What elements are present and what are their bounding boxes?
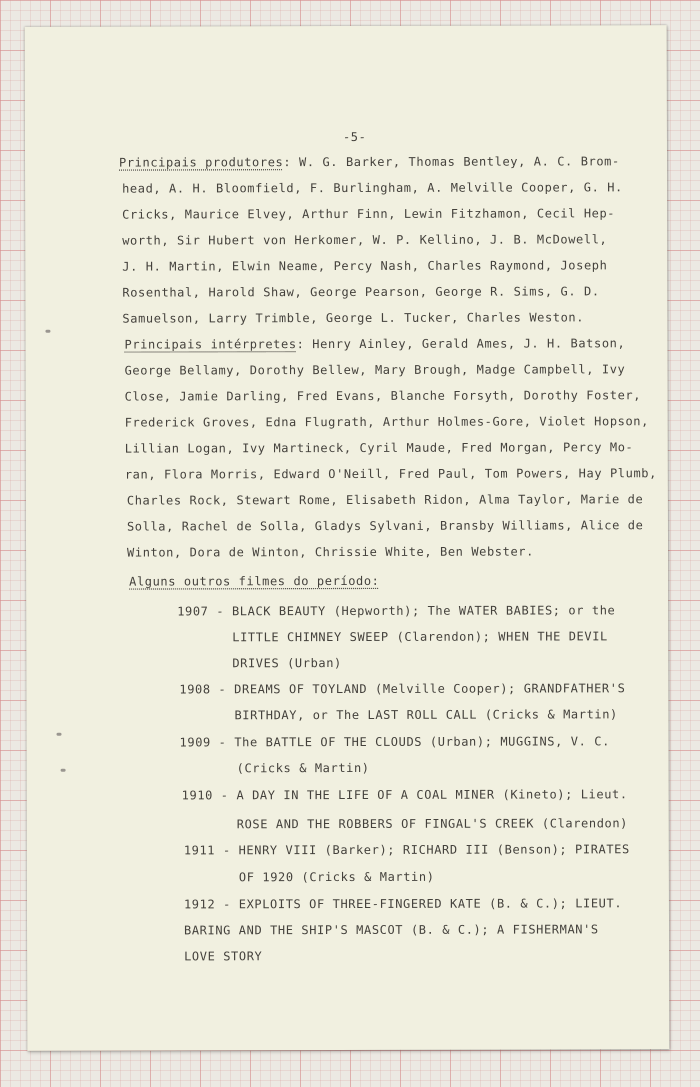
- produtores-line: Samuelson, Larry Trimble, George L. Tucker, Charles Weston.: [122, 310, 585, 326]
- typed-document-page: [25, 25, 670, 1051]
- interpretes-line: Frederick Groves, Edna Flugrath, Arthur Holmes-Gore, Violet Hopson,: [124, 414, 649, 430]
- page-number: -5-: [342, 129, 367, 145]
- filme-entry: 1909 - The BATTLE OF THE CLOUDS (Urban); MUGGINS, V. C.: [179, 734, 610, 750]
- filme-entry: 1910 - A DAY IN THE LIFE OF A COAL MINER (Kineto); Lieut.: [181, 787, 628, 803]
- produtores-line: J. H. Martin, Elwin Neame, Percy Nash, Charles Raymond, Joseph: [122, 258, 608, 274]
- filme-entry: 1912 - EXPLOITS OF THREE-FINGERED KATE (B. & C.); LIEUT.: [183, 896, 623, 912]
- interpretes-line: Winton, Dora de Winton, Chrissie White, Ben Webster.: [127, 544, 534, 560]
- interpretes-line: George Bellamy, Dorothy Bellew, Mary Brough, Madge Campbell, Ivy: [124, 362, 626, 378]
- interpretes-line: [124, 334, 625, 353]
- interpretes-heading: Principais intérpretes: [124, 337, 297, 352]
- punch-mark: [57, 733, 62, 736]
- interpretes-line: Charles Rock, Stewart Rome, Elisabeth Ridon, Alma Taylor, Marie de: [126, 492, 644, 508]
- filme-entry-continued: LITTLE CHIMNEY SWEEP (Clarendon); WHEN THE DEVIL: [232, 629, 608, 645]
- produtores-line: worth, Sir Hubert von Herkomer, W. P. Kellino, J. B. McDowell,: [122, 232, 608, 248]
- produtores-line: Rosenthal, Harold Shaw, George Pearson, George R. Sims, G. D.: [122, 284, 600, 300]
- produtores-text: : W. G. Barker, Thomas Bentley, A. C. Brom-: [283, 154, 620, 170]
- filme-entry-continued: DRIVES (Urban): [232, 656, 342, 671]
- produtores-line: Cricks, Maurice Elvey, Arthur Finn, Lewin Fitzhamon, Cecil Hep-: [122, 206, 616, 222]
- filme-entry-continued: BARING AND THE SHIP'S MASCOT (B. & C.); A FISHERMAN'S: [184, 922, 599, 938]
- filmes-heading: Alguns outros filmes do período:: [129, 573, 380, 589]
- filme-entry-continued: BIRTHDAY, or The LAST ROLL CALL (Cricks & Martin): [234, 707, 618, 723]
- produtores-line: [119, 152, 620, 171]
- filme-entry-continued: LOVE STORY: [184, 949, 263, 964]
- interpretes-line: ran, Flora Morris, Edward O'Neill, Fred Paul, Tom Powers, Hay Plumb,: [124, 466, 657, 482]
- filme-entry-continued: OF 1920 (Cricks & Martin): [238, 869, 435, 885]
- interpretes-line: Solla, Rachel de Solla, Gladys Sylvani, Bransby Williams, Alice de: [126, 518, 644, 534]
- interpretes-line: Lillian Logan, Ivy Martineck, Cyril Maude, Fred Morgan, Percy Mo-: [124, 440, 634, 456]
- filme-entry-continued: ROSE AND THE ROBBERS OF FINGAL'S CREEK (Clarendon): [236, 816, 629, 832]
- filme-entry: 1911 - HENRY VIII (Barker); RICHARD III (Benson); PIRATES: [183, 842, 630, 858]
- punch-mark: [61, 769, 66, 772]
- filme-entry: 1907 - BLACK BEAUTY (Hepworth); The WATER BABIES; or the: [177, 603, 616, 619]
- interpretes-text: : Henry Ainley, Gerald Ames, J. H. Batson,: [296, 336, 626, 352]
- produtores-heading: Principais produtores: [118, 155, 284, 170]
- interpretes-line: Close, Jamie Darling, Fred Evans, Blanche Forsyth, Dorothy Foster,: [124, 388, 642, 404]
- filme-entry: 1908 - DREAMS OF TOYLAND (Melville Cooper); GRANDFATHER'S: [179, 681, 626, 697]
- punch-mark: [45, 330, 50, 333]
- filme-entry-continued: (Cricks & Martin): [236, 760, 370, 776]
- produtores-line: head, A. H. Bloomfield, F. Burlingham, A. Melville Cooper, G. H.: [122, 180, 623, 196]
